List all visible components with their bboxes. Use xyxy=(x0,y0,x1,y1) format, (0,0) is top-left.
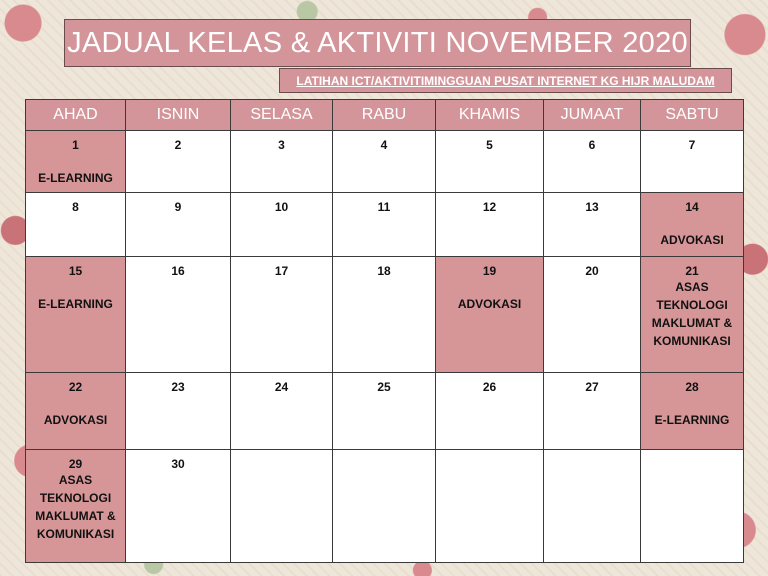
day-cell xyxy=(436,257,544,372)
day-cell xyxy=(436,372,544,449)
week-row xyxy=(26,131,744,193)
day-number: 3 xyxy=(278,138,285,152)
weekday-row xyxy=(26,100,744,131)
day-cell xyxy=(641,131,744,193)
day-cell xyxy=(231,131,333,193)
calendar-header xyxy=(26,100,744,131)
day-cell xyxy=(641,257,744,372)
event-label: E-LEARNING xyxy=(654,412,730,427)
event-label: ADVOKASI xyxy=(43,412,108,427)
weekday-header: JUMAAT xyxy=(544,100,641,131)
weekday-header: RABU xyxy=(333,100,436,131)
day-number: 5 xyxy=(486,138,493,152)
day-number: 23 xyxy=(171,379,185,394)
page-title: JADUAL KELAS & AKTIVITI NOVEMBER 2020 xyxy=(64,19,691,67)
day-number: 9 xyxy=(174,200,182,215)
day-cell xyxy=(436,193,544,257)
day-number: 24 xyxy=(274,379,289,394)
event-label: ADVOKASI xyxy=(660,233,724,248)
event-label: ASAS TEKNOLOGI MAKLUMAT & KOMUNIKASI xyxy=(651,280,733,349)
day-number: 8 xyxy=(72,200,79,215)
day-cell xyxy=(126,372,231,449)
weekday-header: SELASA xyxy=(231,100,333,131)
week-row xyxy=(26,257,744,372)
day-number: 19 xyxy=(482,264,497,279)
page-subtitle: LATIHAN ICT/AKTIVITIMINGGUAN PUSAT INTERNET KG HIJR MALUDAM xyxy=(279,68,732,93)
day-number: 12 xyxy=(482,200,497,215)
day-cell xyxy=(436,131,544,193)
day-cell xyxy=(333,449,436,562)
week-row xyxy=(26,193,744,257)
day-number: 29 xyxy=(68,456,83,471)
day-cell xyxy=(231,449,333,562)
day-number: 16 xyxy=(171,264,185,279)
day-cell xyxy=(436,449,544,562)
day-number: 22 xyxy=(68,379,83,394)
day-number: 27 xyxy=(585,379,599,394)
day-cell xyxy=(333,372,436,449)
day-cell xyxy=(231,193,333,257)
day-number: 15 xyxy=(68,264,83,279)
day-cell xyxy=(641,372,744,449)
day-number: 28 xyxy=(685,379,699,394)
event-label: ADVOKASI xyxy=(457,297,522,312)
event-label: E-LEARNING xyxy=(38,297,113,312)
day-cell xyxy=(641,449,744,562)
day-number: 2 xyxy=(174,138,182,152)
day-number: 21 xyxy=(685,264,699,279)
day-cell xyxy=(544,193,641,257)
day-cell xyxy=(641,193,744,257)
day-cell xyxy=(333,131,436,193)
day-number: 6 xyxy=(588,138,596,152)
calendar-table xyxy=(25,99,744,563)
day-cell xyxy=(126,193,231,257)
day-number: 4 xyxy=(380,138,388,152)
day-number: 26 xyxy=(482,379,497,394)
day-cell xyxy=(126,449,231,562)
day-cell xyxy=(126,257,231,372)
weekday-header: ISNIN xyxy=(126,100,231,131)
day-cell xyxy=(26,257,126,372)
event-label: ASAS TEKNOLOGI MAKLUMAT & KOMUNIKASI xyxy=(35,472,116,541)
day-number: 18 xyxy=(377,264,391,279)
day-number: 17 xyxy=(274,264,289,279)
day-cell xyxy=(231,257,333,372)
day-number: 30 xyxy=(171,456,185,471)
day-cell xyxy=(26,193,126,257)
calendar-body xyxy=(26,131,744,563)
day-number: 11 xyxy=(377,200,391,215)
day-number: 1 xyxy=(72,138,79,152)
day-cell xyxy=(544,372,641,449)
day-cell xyxy=(126,131,231,193)
day-cell xyxy=(26,131,126,193)
day-number: 20 xyxy=(585,264,599,279)
weekday-header: AHAD xyxy=(26,100,126,131)
day-number: 10 xyxy=(274,200,289,215)
day-number: 13 xyxy=(585,200,599,215)
day-number: 25 xyxy=(377,379,391,394)
day-cell xyxy=(26,449,126,562)
week-row xyxy=(26,449,744,562)
day-cell xyxy=(544,257,641,372)
day-cell xyxy=(544,449,641,562)
weekday-header: KHAMIS xyxy=(436,100,544,131)
day-cell xyxy=(333,193,436,257)
week-row xyxy=(26,372,744,449)
weekday-header: SABTU xyxy=(641,100,744,131)
day-cell xyxy=(333,257,436,372)
event-label: E-LEARNING xyxy=(38,171,113,185)
day-cell xyxy=(231,372,333,449)
day-number: 7 xyxy=(688,138,696,152)
day-cell xyxy=(26,372,126,449)
day-cell xyxy=(544,131,641,193)
day-number: 14 xyxy=(685,200,699,215)
